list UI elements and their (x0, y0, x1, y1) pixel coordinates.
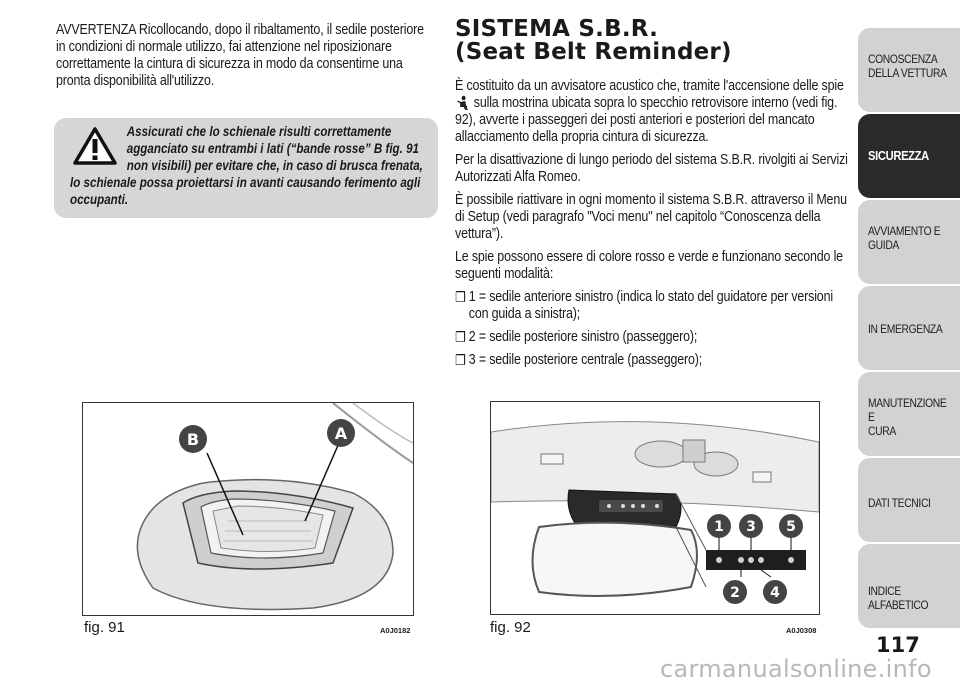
nav-tab-dati-tecnici[interactable]: DATI TECNICI (858, 458, 960, 542)
seat-number-4: 4 (770, 585, 780, 601)
nav-tab-avviamento[interactable]: AVVIAMENTO E GUIDA (858, 200, 960, 284)
overhead-console-illustration (491, 402, 819, 614)
seat-number-5: 5 (786, 519, 796, 535)
nav-tab-emergenza[interactable]: IN EMERGENZA (858, 286, 960, 370)
warning-line: lo schienale possa proiettarsi in avanti causando ferimento agli (70, 175, 421, 190)
paragraph-1: È costituito da un avvisatore acustico che, tramite l'accensione delle spie sulla mostrina ubicata sopra lo specchio retrovisore interno (vedi fig. 92), avverte i passeggeri dei posti anteriori e posteriori del mancato allacciamento della propria cintura di sicurezza. (455, 78, 844, 145)
paragraph-3: È possibile riattivare in ogni momento il sistema S.B.R. attraverso il Menu di Setup (vedi paragrafo "Voci menu" nel capitolo “Conoscenza della vettura”). (455, 192, 847, 242)
checkbox-bullet-icon: ❒ (455, 352, 466, 368)
nav-tab-conoscenza[interactable]: CONOSCENZA DELLA VETTURA (858, 28, 960, 112)
paragraph-4: Le spie possono essere di colore rosso e verde e funzionano secondo le seguenti modalità: (455, 249, 843, 282)
nav-tab-sicurezza[interactable]: SICUREZZA (858, 114, 960, 198)
warning-line: non visibili) per evitare che, in caso di brusca frenata, (126, 158, 423, 173)
warning-text (70, 123, 431, 208)
label-a: A (334, 424, 348, 443)
warning-line: agganciato su entrambi i lati (“bande rosse” B fig. 91 (126, 141, 420, 156)
figure-91-image (82, 402, 414, 616)
seat-hook-illustration (83, 403, 413, 615)
nav-tab-manutenzione[interactable]: MANUTENZIONE E CURA (858, 372, 960, 456)
checkbox-bullet-icon: ❒ (455, 289, 466, 305)
figure-92-caption: fig. 92 (490, 619, 531, 636)
seat-number-2: 2 (730, 585, 740, 601)
seat-number-3: 3 (746, 519, 756, 535)
warning-line: Assicurati che lo schienale risulti correttamente (126, 124, 392, 139)
figure-91-code: A0J0182 (380, 626, 411, 635)
section-title: SISTEMA S.B.R. (Seat Belt Reminder) (455, 16, 732, 65)
label-b: B (186, 430, 200, 449)
page-number: 117 (876, 633, 920, 657)
list-item: ❒ 2 = sedile posteriore sinistro (passeggero); (455, 329, 698, 345)
watermark: carmanualsonline.info (660, 655, 932, 683)
checkbox-bullet-icon: ❒ (455, 329, 466, 345)
intro-paragraph: AVVERTENZA Ricollocando, dopo il ribaltamento, il sedile posteriore in condizioni di normale utilizzo, fai attenzione nel riposizionare correttamente la cintura di sicurezza in modo da consentirne una pronta disponibilità all'utilizzo. (56, 22, 424, 89)
figure-92-code: A0J0308 (786, 626, 817, 635)
seatbelt-warning-icon (457, 95, 469, 111)
section-body (455, 78, 851, 375)
warning-box (54, 118, 438, 218)
seat-number-1: 1 (714, 519, 724, 535)
list-item: ❒ 1 = sedile anteriore sinistro (indica lo stato del guidatore per versioni con guida a sinistra); (455, 289, 833, 322)
paragraph-2: Per la disattivazione di lungo periodo del sistema S.B.R. rivolgiti ai Servizi Autorizzati Alfa Romeo. (455, 152, 848, 185)
figure-92-image (490, 401, 820, 615)
figure-91-caption: fig. 91 (84, 619, 125, 636)
list-item: ❒ 3 = sedile posteriore centrale (passeggero); (455, 352, 703, 368)
nav-tab-indice[interactable]: INDICE ALFABETICO (858, 544, 960, 628)
warning-line: occupanti. (70, 192, 129, 207)
